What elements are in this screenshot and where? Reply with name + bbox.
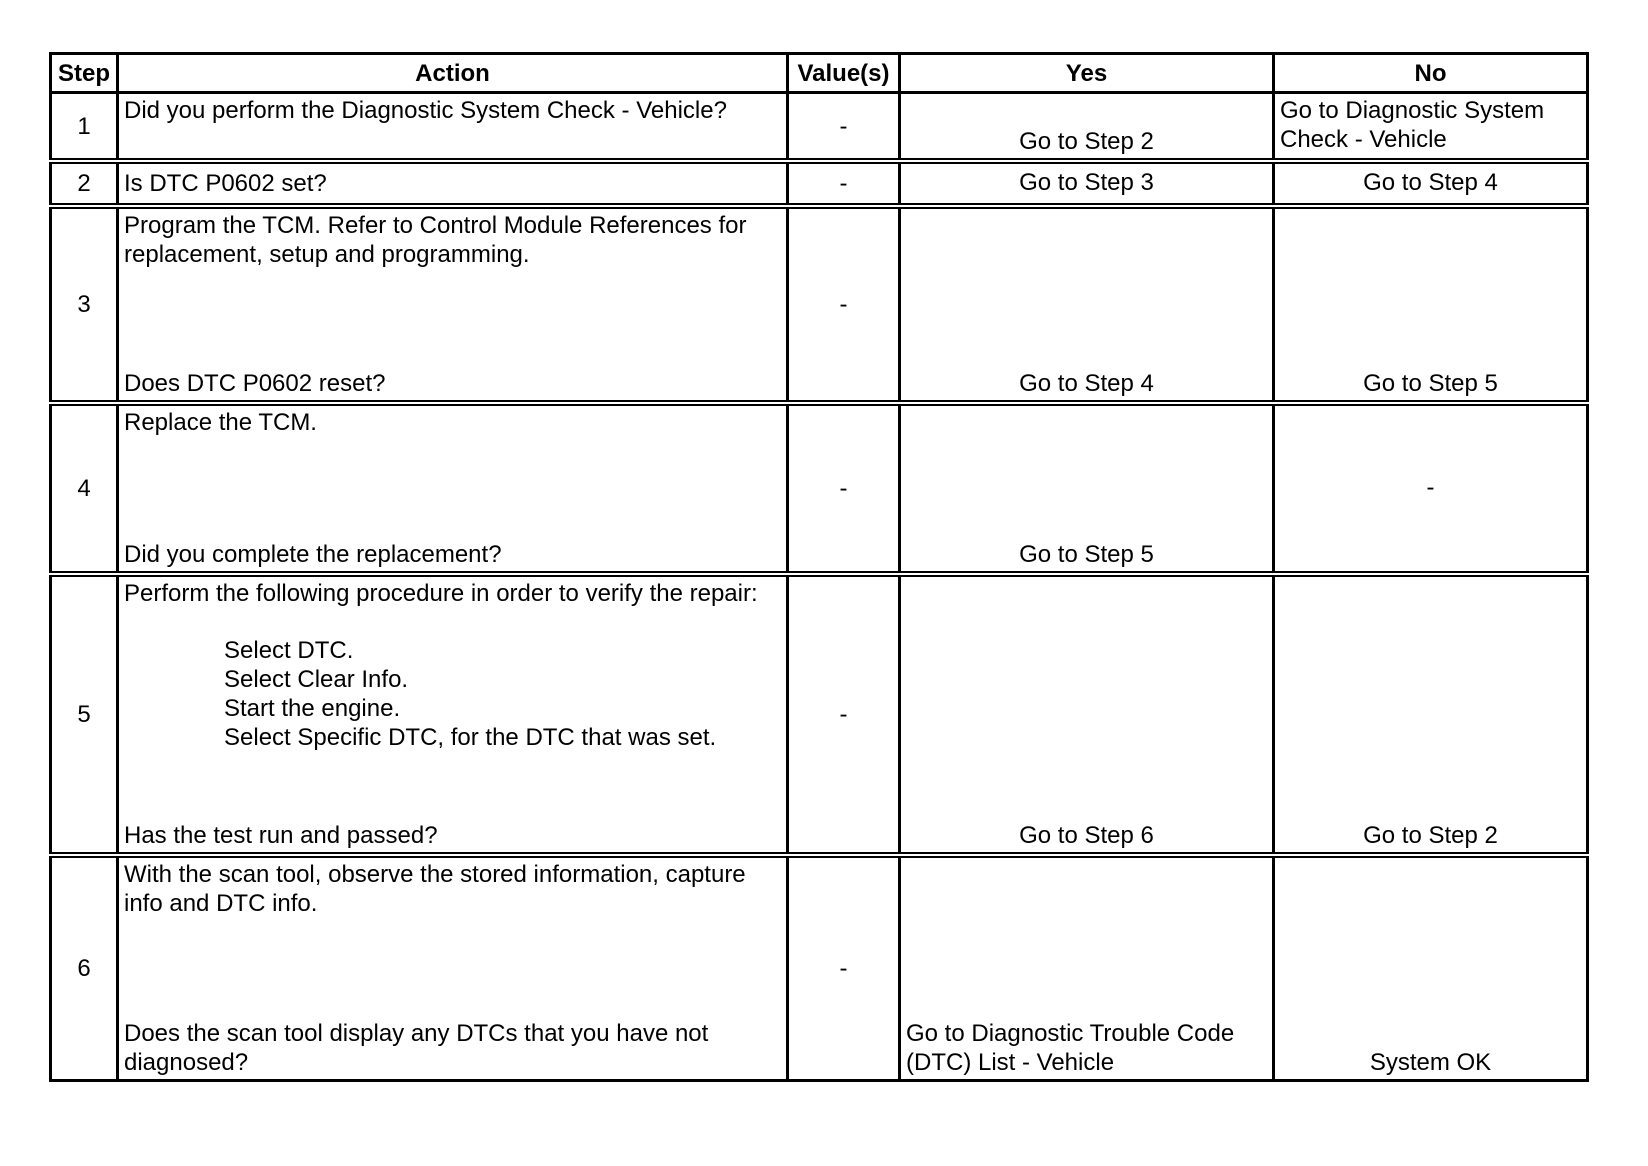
- no-cell: Go to Step 4: [1274, 161, 1588, 206]
- yes-cell: Go to Step 3: [900, 161, 1274, 206]
- no-cell: Go to Step 5: [1274, 206, 1588, 403]
- no-cell: System OK: [1274, 855, 1588, 1081]
- table-row: [51, 93, 1588, 162]
- header-row: [51, 54, 1588, 93]
- action-cell: [118, 93, 788, 162]
- step-number: 3: [51, 206, 118, 403]
- action-question: Did you complete the replacement?: [124, 541, 502, 568]
- substep-item: Start the engine.: [224, 695, 401, 722]
- header-no: No: [1274, 54, 1588, 93]
- action-question: Has the test run and passed?: [124, 822, 438, 849]
- action-text: With the scan tool, observe the stored information, capture info and DTC info.: [124, 861, 746, 917]
- no-cell: -: [1274, 403, 1588, 574]
- diagnostic-table: [49, 52, 1589, 1082]
- table-row: [51, 403, 1588, 574]
- substep-item: Select Clear Info.: [224, 666, 409, 693]
- step-number: 1: [51, 93, 118, 162]
- substep-item: Select DTC.: [224, 637, 354, 664]
- action-text: Perform the following procedure in order to verify the repair:: [124, 580, 758, 607]
- table-row: [51, 574, 1588, 855]
- action-cell: [118, 574, 788, 855]
- substep-item: Select Specific DTC, for the DTC that was set.: [224, 724, 717, 751]
- action-cell: [118, 206, 788, 403]
- header-values: Value(s): [788, 54, 900, 93]
- value-cell: -: [788, 403, 900, 574]
- yes-cell: Go to Step 5: [900, 403, 1274, 574]
- no-cell: Go to Step 2: [1274, 574, 1588, 855]
- value-cell: -: [788, 93, 900, 162]
- yes-cell: Go to Step 6: [900, 574, 1274, 855]
- value-cell: -: [788, 855, 900, 1081]
- step-number: 2: [51, 161, 118, 206]
- yes-cell: Go to Step 2: [900, 93, 1274, 162]
- value-cell: -: [788, 206, 900, 403]
- action-question: Does the scan tool display any DTCs that you have not diagnosed?: [124, 1020, 709, 1076]
- yes-cell: Go to Step 4: [900, 206, 1274, 403]
- yes-cell: Go to Diagnostic Trouble Code (DTC) List - Vehicle: [900, 855, 1274, 1081]
- action-cell: [118, 855, 788, 1081]
- header-step: Step: [51, 54, 118, 93]
- value-cell: -: [788, 574, 900, 855]
- action-text: Is DTC P0602 set?: [124, 170, 327, 197]
- action-cell: [118, 161, 788, 206]
- table-row: [51, 206, 1588, 403]
- step-number: 4: [51, 403, 118, 574]
- step-number: 5: [51, 574, 118, 855]
- header-action: Action: [118, 54, 788, 93]
- header-yes: Yes: [900, 54, 1274, 93]
- action-cell: [118, 403, 788, 574]
- value-cell: -: [788, 161, 900, 206]
- action-text: Did you perform the Diagnostic System Check - Vehicle?: [124, 97, 727, 124]
- step-number: 6: [51, 855, 118, 1081]
- no-cell: Go to Diagnostic System Check - Vehicle: [1274, 93, 1588, 162]
- action-text: Program the TCM. Refer to Control Module References for replacement, setup and programming.: [124, 212, 747, 268]
- table-row: [51, 161, 1588, 206]
- action-text: Replace the TCM.: [124, 409, 317, 436]
- table-row: [51, 855, 1588, 1081]
- diagnostic-table-sheet: [49, 52, 1586, 1082]
- action-question: Does DTC P0602 reset?: [124, 370, 386, 397]
